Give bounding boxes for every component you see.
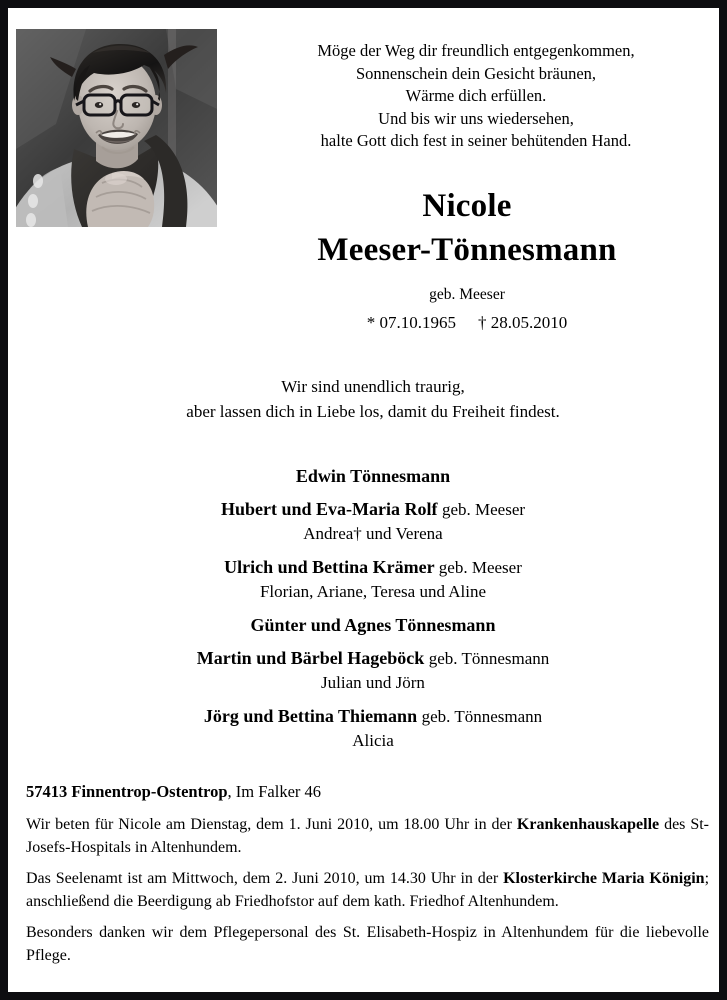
mourners-list [118,464,628,753]
deceased-name-block [217,185,717,335]
requiem-text-start: Das Seelenamt ist am Mittwoch, dem 2. Juni 2010, um 14.30 Uhr in der [26,870,504,887]
mourner-names: Martin und Bärbel Hageböck [196,648,425,668]
prayer-text-end: des St-Josefs-Hospitals in Altenhundem. [26,816,710,856]
mourner-maiden-name: geb. Meeser [438,558,522,577]
birth-date: * 07.10.1965 [366,313,456,332]
requiem-text-end: ; anschließend die Beerdigung ab Friedhofstor auf dem kath. Friedhof Altenhundem. [26,870,710,910]
mourner-primary [118,464,628,488]
mourner-children: Andrea† und Verena [303,524,443,543]
verse-line-4: Und bis wir uns wiedersehen, [378,108,574,128]
mourner-group [118,613,628,637]
mourner-names: Edwin Tönnesmann [295,466,451,486]
mourner-primary [118,497,628,522]
mourner-primary [118,613,628,637]
mourner-primary [118,704,628,729]
service-details [26,780,709,967]
mourner-maiden-name: geb. Tönnesmann [428,649,550,668]
given-name: Nicole [422,188,512,224]
death-date: † 28.05.2010 [478,313,568,332]
verse-line-1: Möge der Weg dir freundlich entgegenkommen, [317,41,635,60]
mourner-names: Günter und Agnes Tönnesmann [250,615,496,635]
mourner-group [118,646,628,695]
life-dates [217,311,717,335]
portrait-illustration [16,29,217,227]
verse-line-3: Wärme dich erfüllen. [405,86,547,105]
verse-line-5: halte Gott dich fest in seiner behütenden Hand. [320,131,632,150]
mourner-maiden-name: geb. Tönnesmann [421,707,543,726]
requiem-location: Klosterkirche Maria Königin [503,870,705,887]
mourner-children: Julian und Jörn [321,673,425,692]
mourner-children: Florian, Ariane, Teresa und Aline [259,582,487,601]
farewell-block [118,375,628,424]
verse-line-2: Sonnenschein dein Gesicht bräunen, [355,63,597,83]
mourner-names: Jörg und Bettina Thiemann [203,706,418,726]
farewell-line-2: aber lassen dich in Liebe los, damit du Freiheit findest. [186,401,560,421]
mourner-primary [118,646,628,671]
mourner-group [118,704,628,753]
mourner-group [118,497,628,546]
thanks-paragraph: Besonders danken wir dem Pflegepersonal des St. Elisabeth-Hospiz in Altenhundem für die liebevolle Pflege. [26,924,709,964]
mourner-names: Hubert und Eva-Maria Rolf [220,499,438,519]
address-zip-city: 57413 Finnentrop-Ostentrop [26,782,228,801]
mourner-children: Alicia [352,731,394,750]
portrait-photo [16,29,217,227]
notice-inner [8,8,719,992]
prayer-text-start: Wir beten für Nicole am Dienstag, dem 1. Juni 2010, um 18.00 Uhr in der [26,816,517,833]
mourner-maiden-name: geb. Meeser [441,500,526,519]
requiem-paragraph [26,868,709,913]
mourner-primary [118,555,628,580]
prayer-paragraph [26,814,709,859]
verse-block [236,40,716,153]
mourner-group [118,555,628,604]
family-name: Meeser-Tönnesmann [317,232,617,268]
farewell-line-1: Wir sind unendlich traurig, [281,377,465,396]
address-street: , Im Falker 46 [227,782,322,801]
maiden-name: geb. Meeser [429,286,505,303]
mourner-names: Ulrich und Bettina Krämer [224,557,435,577]
mourner-group [118,464,628,488]
prayer-location: Krankenhauskapelle [516,816,660,833]
address-line [26,780,709,804]
